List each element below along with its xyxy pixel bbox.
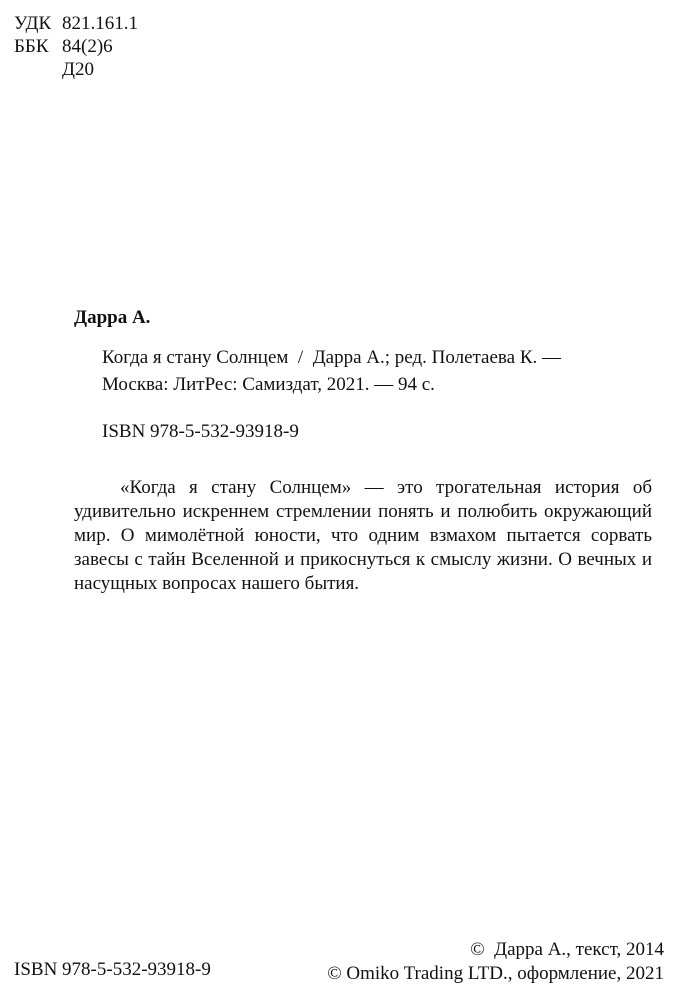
copyright-text-line: © Дарра А., текст, 2014 (470, 939, 664, 960)
bibliographic-description (102, 344, 561, 398)
author-mark: Д20 (62, 59, 94, 80)
udk-label: УДК (14, 13, 52, 34)
classification-block (14, 12, 138, 81)
bbk-row (14, 35, 138, 58)
author-heading: Дарра А. (74, 307, 151, 328)
udk-value: 821.161.1 (62, 13, 138, 34)
isbn-main: ISBN 978-5-532-93918-9 (102, 421, 299, 442)
annotation-text: «Когда я стану Солнцем» — это трогательная история об удивительно искреннем стремлении понять и полюбить окружающий мир. О мимолётной юности, что одним взмахом пытается сорвать завесы с тайн Вселенной и прикоснуться к смыслу жизни. О вечных и насущных вопросах нашего бытия. (74, 477, 652, 594)
udk-row (14, 12, 138, 35)
bbk-label: ББК (14, 36, 49, 57)
copyright-block (327, 938, 664, 986)
bibliographic-line-1: Когда я стану Солнцем / Дарра А.; ред. Полетаева К. — (102, 347, 561, 368)
copyright-design-line: © Omiko Trading LTD., оформление, 2021 (327, 963, 664, 984)
bbk-value: 84(2)6 (62, 36, 113, 57)
bibliographic-line-2: Москва: ЛитРес: Самиздат, 2021. — 94 с. (102, 374, 435, 395)
author-mark-row (14, 58, 138, 81)
isbn-bottom: ISBN 978-5-532-93918-9 (14, 959, 211, 980)
annotation (74, 476, 652, 596)
